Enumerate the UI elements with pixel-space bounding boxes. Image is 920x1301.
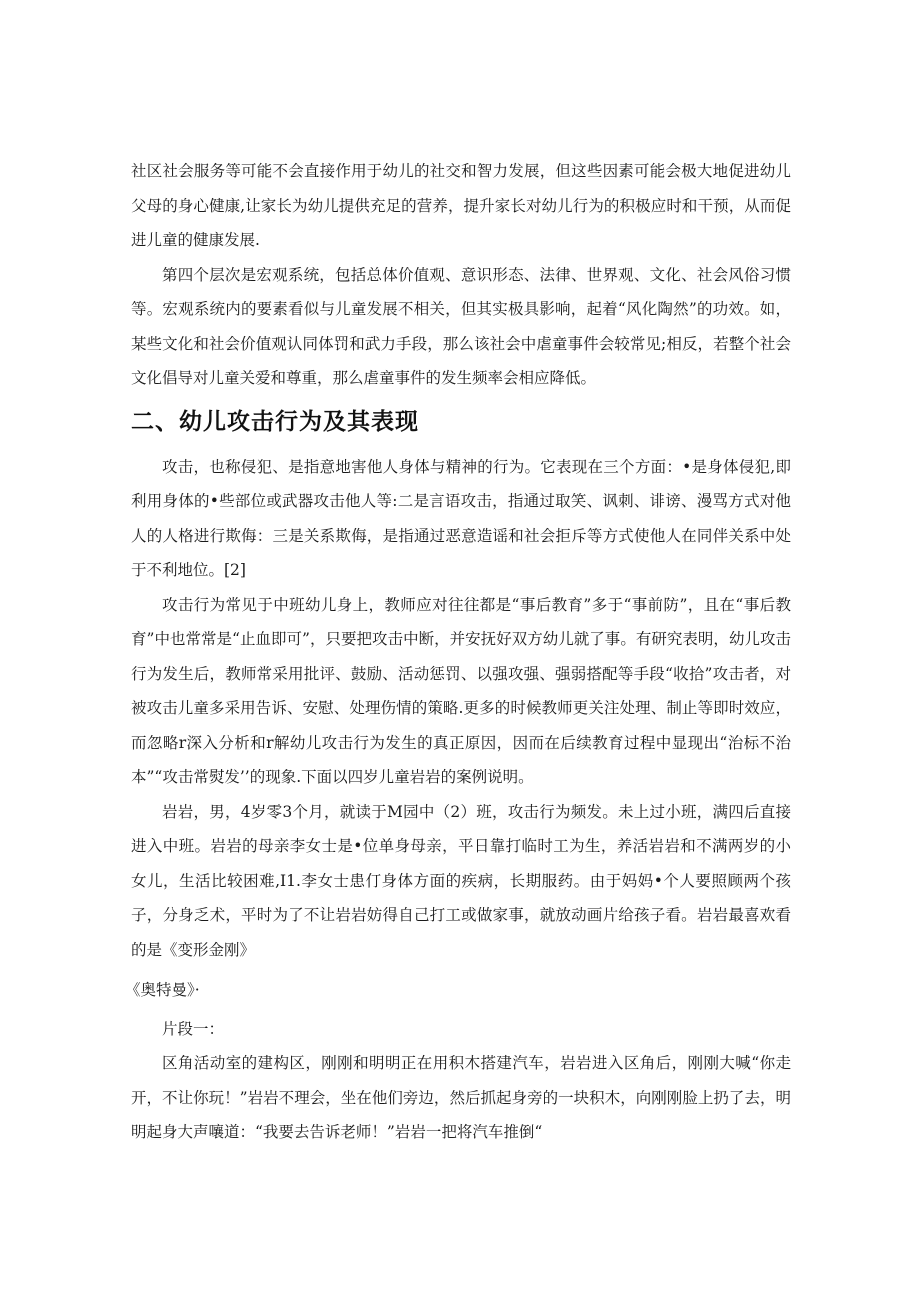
fragment-label: 片段一： [162,1019,225,1038]
paragraph-community-services: 社区社会服务等可能不会直接作用于幼儿的社交和智力发展，但这些因素可能会极大地促进幼儿父母的身心健康,让家长为幼儿提供充足的营养，提升家长对幼儿行为的积极应时和干预，从而促进儿童的健康发展. [131,162,791,249]
paragraph-case-background: 岩岩，男，4岁零3个月，就读于M园中（2）班，攻击行为频发。未上过小班，满四后直接进入中班。岩岩的母亲李女士是•位单身母亲，平日靠打临时工为生，养活岩岩和不满两岁的小女儿，生活比较困难,I1.李女士患仃身体方面的疾病，长期服药。由于妈妈•个人要照顾两个孩子，分身乏术，平时为了不让岩岩妨得自己打工或做家事，就放动画片给孩子看。岩岩最喜欢看的是《变形金刚》 [131,802,791,959]
paragraph-macrosystem: 第四个层次是宏观系统，包括总体价值观、意识形态、法律、世界观、文化、社会风俗习惯等。宏观系统内的要素看似与儿童发展不相关，但其实极具影响，起着“风化陶然”的功效。如，某些文化和社会价值观认同体罚和武力手段，那么该社会中虐童事件会较常见;相反，若整个社会文化倡导对儿童关爱和尊重，那么虐童事件的发生频率会相应降低。 [131,265,791,387]
document-body [125,154,791,1150]
paragraph-aggression-definition: 攻击，也称侵犯、是指意地害他人身体与精神的行为。它表现在三个方面：•是身体侵犯,即利用身体的•些部位或武器攻击他人等:二是言语攻击，指通过取笑、讽刺、诽谤、漫骂方式对他人的人格进行欺侮：三是关系欺侮，是指通过恶意造谣和社会拒斥等方式使他人在同伴关系中处于不利地位。[2] [131,457,791,579]
section-heading: 二、幼儿攻击行为及其表现 [131,408,419,435]
paragraph-teacher-response: 攻击行为常见于中班幼儿身上，教师应对往往都是“事后教育”多于“事前防”，且在“事后教育”中也常常是“止血即可”，只要把攻击中断，并安抚好双方幼儿就了事。有研究表明，幼儿攻击行为发生后，教师常采用批评、鼓励、活动惩罚、以强攻强、强弱搭配等手段“收拾”攻击者，对被攻击儿童多采用告诉、安慰、处理伤情的策略.更多的时候教师更关注处理、制止等即时效应，而忽略r深入分析和r解幼儿攻击行为发生的真正原因，因而在后续教育过程中显现出“治标不治本”“攻击常熨发’’的现象.下面以四岁儿童岩岩的案例说明。 [131,595,791,786]
paragraph-fragment-one: 区角活动室的建构区，刚刚和明明正在用积木搭建汽车，岩岩进入区角后，刚刚大喊“你走开，不让你玩！”岩岩不理会，坐在他们旁边，然后抓起身旁的一块积木，向刚刚脸上扔了去，明明起身大声嚷道：“我要去告诉老师！”岩岩一把将汽车推倒“ [131,1054,791,1141]
line-cartoon-title: 《奥特曼》· [125,981,200,999]
